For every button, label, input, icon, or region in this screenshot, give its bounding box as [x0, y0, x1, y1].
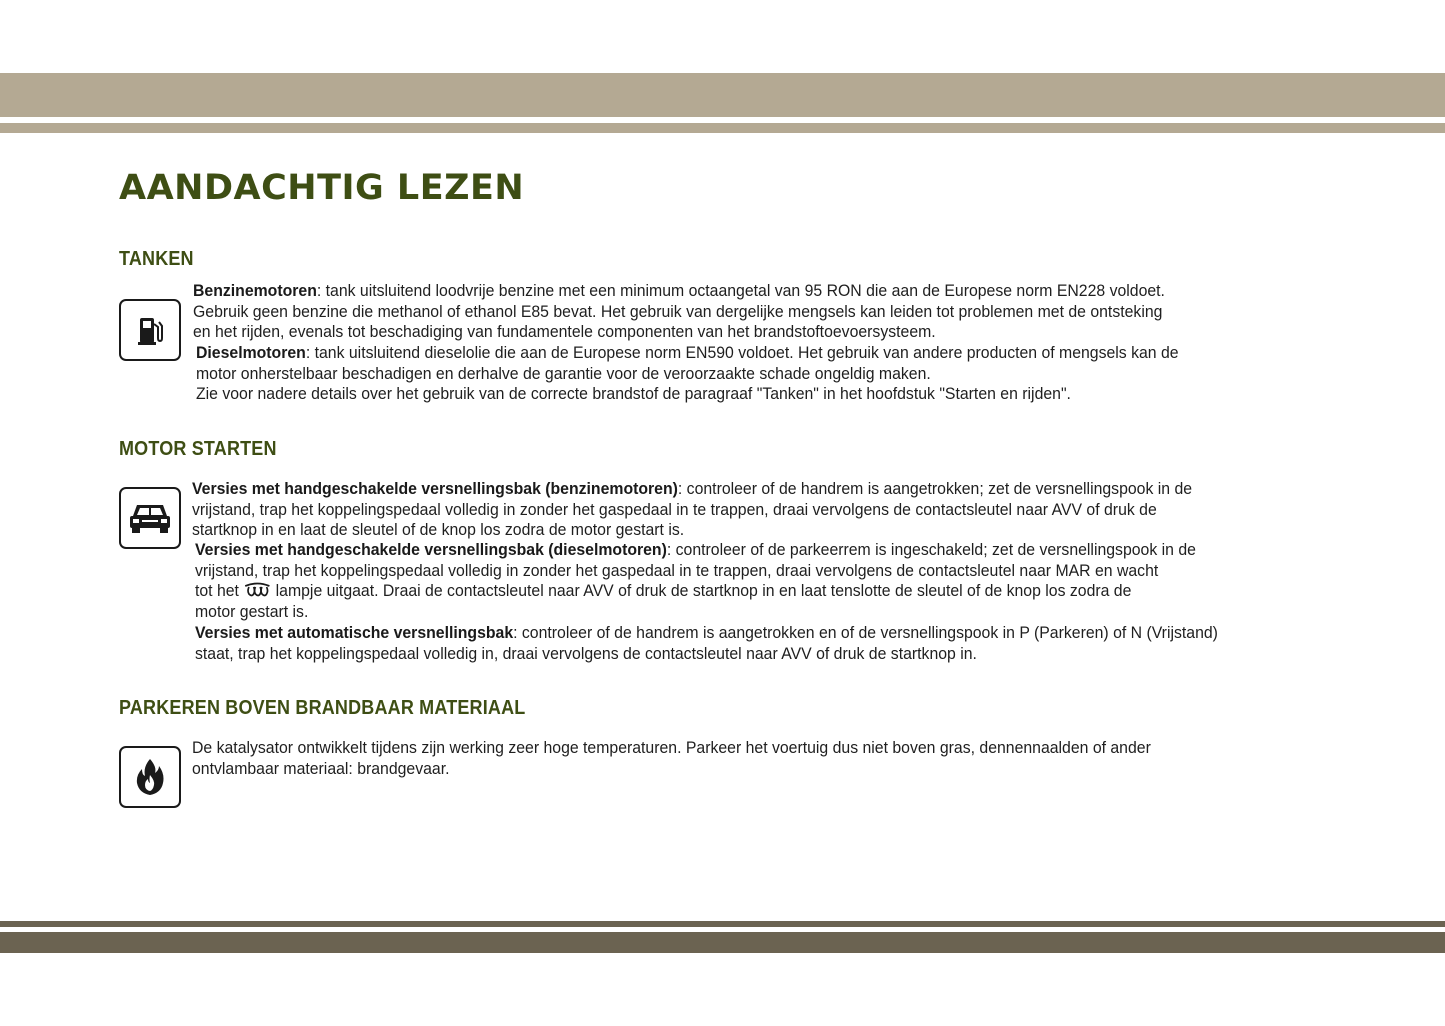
text-line: vrijstand, trap het koppelingspedaal volledig in zonder het gaspedaal in te trappen, draai vervolgens de contactsleutel naar MAR en wacht [195, 560, 1159, 580]
section-heading-motor-starten: MOTOR STARTEN [119, 438, 277, 460]
car-icon-box [119, 487, 181, 549]
text-line: ontvlambaar materiaal: brandgevaar. [192, 758, 450, 778]
text-line: motor onherstelbaar beschadigen en derhalve de garantie voor de veroorzaakte schade ongeldig maken. [196, 363, 931, 383]
text-line: staat, trap het koppelingspedaal volledig in, draai vervolgens de contactsleutel naar AVV of druk de startknop in. [195, 643, 977, 663]
text-line: startknop in en laat de sleutel of de knop los zodra de motor gestart is. [192, 520, 685, 540]
paragraph-benzinemotoren [193, 281, 1165, 343]
term-benzinemotoren: Benzinemotoren [193, 281, 317, 300]
fuel-pump-icon [133, 313, 167, 347]
flame-icon-box [119, 746, 181, 808]
paragraph-handgeschakeld-benzine [192, 479, 1192, 541]
term-handgeschakeld-benzine: Versies met handgeschakelde versnellingsbak (benzinemotoren) [192, 479, 678, 498]
text-line: lampje uitgaat. Draai de contactsleutel naar AVV of druk de startknop in en laat tenslotte de sleutel of de knop los zodra de [275, 581, 1132, 601]
text-line: Gebruik geen benzine die methanol of ethanol E85 bevat. Het gebruik van dergelijke mengsels kan leiden tot problemen met de ontsteking [193, 301, 1163, 321]
text-line: : tank uitsluitend dieselolie die aan de Europese norm EN590 voldoet. Het gebruik van andere producten of mengsels kan de [305, 343, 1179, 362]
header-band-stripe [0, 123, 1445, 133]
paragraph-handgeschakeld-diesel [195, 540, 1196, 622]
term-automatisch: Versies met automatische versnellingsbak [195, 623, 514, 642]
text-line: Zie voor nadere details over het gebruik van de correcte brandstof de paragraaf "Tanken" in het hoofdstuk "Starten en rijden". [196, 384, 1071, 404]
text-line: : controleer of de parkeerrem is ingeschakeld; zet de versnellingspook in de [666, 540, 1196, 559]
footer-band [0, 932, 1445, 953]
section-heading-parkeren: PARKEREN BOVEN BRANDBAAR MATERIAAL [119, 697, 526, 719]
section-heading-tanken: TANKEN [119, 248, 194, 270]
text-line: : tank uitsluitend loodvrije benzine met een minimum octaangetal van 95 RON die aan de Europese norm EN228 voldoet. [316, 281, 1165, 300]
text-line: : controleer of de handrem is aangetrokken en of de versnellingspook in P (Parkeren) of N (Vrijstand) [513, 623, 1218, 642]
paragraph-katalysator [192, 738, 1151, 779]
text-line: De katalysator ontwikkelt tijdens zijn werking zeer hoge temperaturen. Parkeer het voertuig dus niet boven gras, dennennaalden of ander [192, 738, 1151, 757]
fuel-pump-icon-box [119, 299, 181, 361]
text-line: vrijstand, trap het koppelingspedaal volledig in zonder het gaspedaal in te trappen, draai vervolgens de contactsleutel naar AVV of druk de [192, 499, 1157, 519]
paragraph-dieselmotoren [196, 343, 1179, 405]
text-line: motor gestart is. [195, 601, 309, 621]
car-icon [128, 501, 172, 535]
text-line: : controleer of de handrem is aangetrokken; zet de versnellingspook in de [677, 479, 1193, 498]
glow-plug-icon [243, 582, 271, 598]
paragraph-automatisch [195, 623, 1218, 664]
term-handgeschakeld-diesel: Versies met handgeschakelde versnellingsbak (dieselmotoren) [195, 540, 667, 559]
text-line: en het rijden, evenals tot beschadiging van fundamentele componenten van het brandstoftoevoersysteem. [193, 322, 936, 342]
term-dieselmotoren: Dieselmotoren [196, 343, 306, 362]
footer-band-stripe [0, 921, 1445, 927]
header-band [0, 73, 1445, 117]
text-line: tot het [195, 581, 239, 601]
page-title: AANDACHTIG LEZEN [119, 168, 525, 208]
flame-icon [133, 757, 167, 797]
